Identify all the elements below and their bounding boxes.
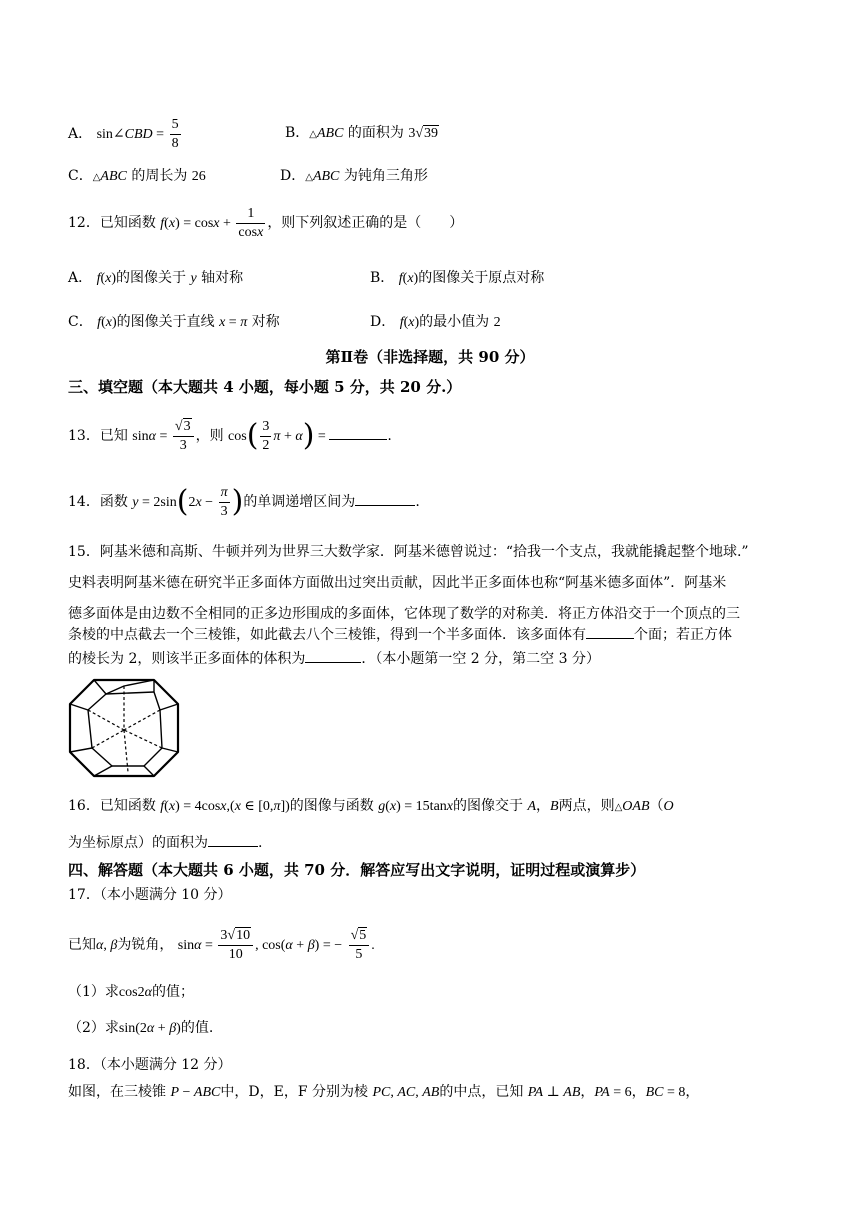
q12-stem: 12．已知函数 f(x) = cosx + $\frac{1}{\cos x}$ ，则下列叙述正确的是（ ）: [68, 205, 464, 240]
q11-option-a-label: A．: [68, 126, 93, 142]
q15-line1: 15．阿基米德和高斯、牛顿并列为世界三大数学家．阿基米德曾说过：“拾我一个支点，我就能撬起整个地球.”: [68, 544, 749, 560]
q17-part1: （1）求cos2α的值；: [68, 984, 194, 1000]
q12-option-c: C． f(x)的图像关于直线 x = π 对称: [68, 314, 280, 330]
q16-answer-blank[interactable]: [208, 832, 258, 847]
section4-title: 四、解答题（本大题共 6 小题，共 70 分．解答应写出文字说明，证明过程或演算步）: [68, 861, 646, 879]
q11-option-b-label: B．: [285, 125, 310, 141]
q17-part2: （2）求sin(2α + β)的值.: [68, 1020, 214, 1036]
q16-line2: 为坐标原点）的面积为 .: [68, 832, 262, 853]
q16-line1: 16．已知函数 f(x) = 4cosx,(x ∈ [0,π])的图像与函数 g(x) = 15tanx的图像交于 A，B两点，则△OAB（O: [68, 798, 674, 814]
q15-line4: 条棱的中点截去一个三棱锥，如此截去八个三棱锥，得到一个半多面体．该多面体有 个面；若正方体: [68, 624, 732, 645]
q18-stem: 如图，在三棱锥 P − ABC中，D，E，F 分别为棱 PC, AC, AB的中点，已知 PA ⊥ AB，PA = 6，BC = 8，: [68, 1084, 700, 1100]
q15-blank-2[interactable]: [305, 648, 361, 663]
q12-option-b: B． f(x)的图像关于原点对称: [370, 270, 545, 286]
q12-option-a: A． f(x)的图像关于 y 轴对称: [68, 270, 244, 286]
part2-title: 第Ⅱ卷（非选择题，共 90 分）: [325, 348, 535, 366]
q11-option-d: D．△ABC 为钝角三角形: [280, 168, 428, 184]
q14: 14．函数 y = 2sin(2x − $\frac{\pi}{3}$ )的单调递增区间为 .: [68, 484, 420, 519]
q14-answer-blank[interactable]: [355, 491, 415, 506]
q17-stem: 已知α, β为锐角， sinα = $\frac{3√10}{10}$ , cos(α + β) = − $\frac{√5}{5}$ .: [68, 927, 375, 962]
q11-option-b: B．△ABC 的面积为 3√39: [285, 125, 439, 141]
q15-blank-1[interactable]: [586, 624, 634, 639]
q11-option-d-label: D．: [280, 168, 306, 184]
q11-option-c: C．△ABC 的周长为 26: [68, 168, 206, 184]
q18-header: 18．（本小题满分 12 分）: [68, 1057, 232, 1073]
q13-answer-blank[interactable]: [329, 425, 387, 440]
q17-header: 17．（本小题满分 10 分）: [68, 887, 232, 903]
polyhedron-figure: [66, 676, 182, 780]
q15-line2: 史料表明阿基米德在研究半正多面体方面做出过突出贡献，因此半正多面体也称“阿基米德多面体”．阿基米: [68, 575, 727, 591]
q15-line5: 的棱长为 2，则该半正多面体的体积为 ．（本小题第一空 2 分，第二空 3 分）: [68, 648, 600, 669]
q12-option-d: D． f(x)的最小值为 2: [370, 314, 501, 330]
q11-option-c-label: C．: [68, 168, 93, 184]
q11-option-a: A． sin∠CBD = $\frac{5}{8}$: [68, 116, 179, 151]
section3-title: 三、填空题（本大题共 4 小题，每小题 5 分，共 20 分.）: [68, 378, 462, 396]
q13: 13．已知 sinα = $\frac{√3}{3}$ ，则 cos( $\frac{3}{2}$ π + α) = .: [68, 418, 392, 453]
q15-line3: 德多面体是由边数不全相同的正多边形围成的多面体，它体现了数学的对称美．将正方体沿交于一个顶点的三: [68, 606, 740, 622]
